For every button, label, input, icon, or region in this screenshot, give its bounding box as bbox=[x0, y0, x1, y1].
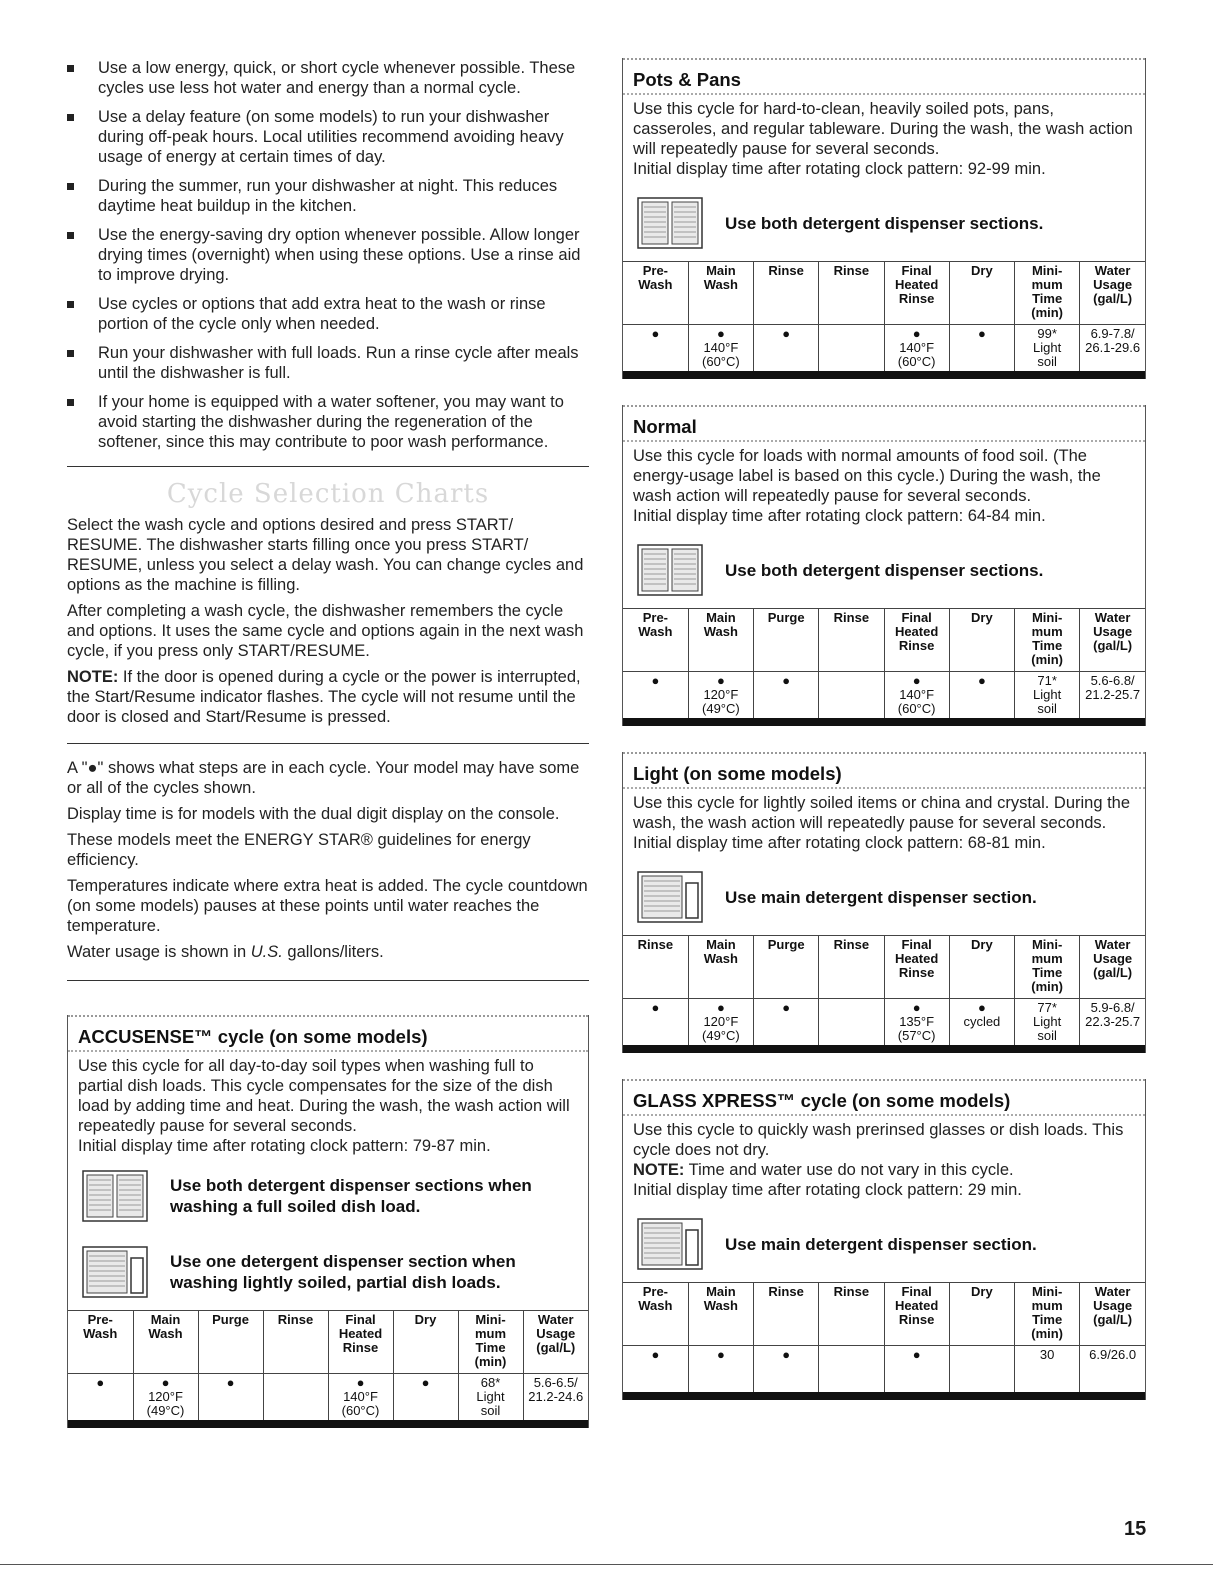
table-header-cell: Final Heated Rinse bbox=[328, 1311, 393, 1374]
table-cell: ● bbox=[688, 1346, 753, 1393]
dispenser-note: Use both detergent dispenser sections. bbox=[623, 528, 1145, 608]
table-header-cell: Mini- mum Time (min) bbox=[1015, 262, 1080, 325]
table-header-cell: Water Usage (gal/L) bbox=[1080, 1283, 1145, 1346]
table-cell: ● bbox=[949, 672, 1014, 719]
table-cell: ● 140°F (60°C) bbox=[884, 325, 949, 372]
cycle-description: Use this cycle to quickly wash prerinsed glasses or dish loads. This cycle does not dry. bbox=[633, 1121, 1124, 1159]
dispenser-main-icon bbox=[635, 869, 705, 925]
dispenser-note: Use one detergent dispenser section when washing lightly soiled, partial dish loads. bbox=[68, 1234, 588, 1310]
table-cell bbox=[263, 1374, 328, 1421]
table-cell: ● cycled bbox=[949, 999, 1014, 1046]
table-cell: 68* Light soil bbox=[458, 1374, 523, 1421]
table-header-cell: Water Usage (gal/L) bbox=[1080, 262, 1145, 325]
table-row bbox=[623, 672, 1145, 719]
table-row bbox=[623, 1346, 1145, 1393]
table-header-cell: Purge bbox=[754, 936, 819, 999]
cycle-steps-table bbox=[68, 1310, 588, 1420]
energy-tips-list bbox=[67, 58, 589, 452]
table-cell bbox=[819, 325, 884, 372]
table-cell: 5.6-6.5/ 21.2-24.6 bbox=[523, 1374, 588, 1421]
table-cell: ● 140°F (60°C) bbox=[688, 325, 753, 372]
table-header-cell: Rinse bbox=[819, 936, 884, 999]
table-cell: ● bbox=[949, 325, 1014, 372]
table-cell: 77* Light soil bbox=[1015, 999, 1080, 1046]
table-header-cell: Rinse bbox=[754, 262, 819, 325]
table-header-cell: Rinse bbox=[819, 1283, 884, 1346]
table-header-cell: Water Usage (gal/L) bbox=[1080, 936, 1145, 999]
table-cell: ● bbox=[623, 325, 688, 372]
bullet-icon bbox=[67, 114, 74, 121]
footer-rule bbox=[0, 1564, 1213, 1565]
table-header-cell: Dry bbox=[949, 609, 1014, 672]
table-header-cell: Mini- mum Time (min) bbox=[1015, 609, 1080, 672]
table-header-cell: Main Wash bbox=[688, 1283, 753, 1346]
table-cell: 6.9-7.8/ 26.1-29.6 bbox=[1080, 325, 1145, 372]
table-cell: ● bbox=[623, 1346, 688, 1393]
table-cell: ● bbox=[623, 999, 688, 1046]
table-header-cell: Main Wash bbox=[688, 936, 753, 999]
tip-item: Use a delay feature (on some models) to run your dishwasher during off-peak hours. Local utilities recommend avoiding heavy usage of energy at certain times of day. bbox=[67, 107, 589, 167]
table-cell: 5.6-6.8/ 21.2-25.7 bbox=[1080, 672, 1145, 719]
bullet-icon bbox=[67, 232, 74, 239]
dispenser-note: Use main detergent dispenser section. bbox=[623, 855, 1145, 935]
dispenser-main-icon bbox=[635, 1216, 705, 1272]
table-cell: ● bbox=[393, 1374, 458, 1421]
table-row bbox=[68, 1374, 588, 1421]
dispenser-note: Use main detergent dispenser section. bbox=[623, 1202, 1145, 1282]
table-header-cell: Purge bbox=[198, 1311, 263, 1374]
intro-paragraph: Select the wash cycle and options desired and press START/ RESUME. The dishwasher starts filling once you press START/ RESUME, unless you select a delay wash. You can change cycles and options as the machine is filling. bbox=[67, 516, 584, 594]
dispenser-note: Use both detergent dispenser sections. bbox=[623, 181, 1145, 261]
cycle-description: Use this cycle for hard-to-clean, heavily soiled pots, pans, casseroles, and regular tableware. During the wash, the wash action will repeatedly pause for several seconds. bbox=[633, 100, 1133, 158]
table-cell bbox=[819, 672, 884, 719]
table-header-cell: Water Usage (gal/L) bbox=[523, 1311, 588, 1374]
bullet-icon bbox=[67, 301, 74, 308]
note-label: NOTE: bbox=[67, 668, 119, 686]
table-header-cell: Rinse bbox=[263, 1311, 328, 1374]
table-header-row bbox=[623, 1283, 1145, 1346]
tip-item: If your home is equipped with a water softener, you may want to avoid starting the dishwasher during the regeneration of the softener, since this may contribute to poor wash performance. bbox=[67, 392, 589, 452]
cycle-steps-table bbox=[623, 608, 1145, 718]
table-cell: ● bbox=[754, 325, 819, 372]
intro-paragraph: After completing a wash cycle, the dishwasher remembers the cycle and options. It uses the same cycle and options again in the next wash cycle, if you press only START/RESUME. bbox=[67, 602, 584, 660]
table-cell: ● bbox=[754, 1346, 819, 1393]
table-header-row bbox=[623, 262, 1145, 325]
table-cell bbox=[819, 1346, 884, 1393]
accusense-cycle-block bbox=[67, 1015, 589, 1428]
cycle-title: ACCUSENSE™ cycle (on some models) bbox=[68, 1015, 588, 1052]
cycle-title: Light (on some models) bbox=[623, 752, 1145, 789]
table-header-cell: Rinse bbox=[637, 937, 674, 952]
page-number: 15 bbox=[1124, 1518, 1147, 1540]
intro-note: NOTE: If the door is opened during a cycle or the power is interrupted, the Start/Resume indicator flashes. The cycle will not resume until the door is closed and Start/Resume is pressed. bbox=[67, 668, 581, 726]
table-header-cell: Final Heated Rinse bbox=[884, 1283, 949, 1346]
cycle-description: Use this cycle for lightly soiled items or china and crystal. During the wash, the wash action will repeatedly pause for several seconds. bbox=[633, 794, 1131, 832]
table-cell: ● 135°F (57°C) bbox=[884, 999, 949, 1046]
note-label: NOTE: bbox=[633, 1161, 685, 1179]
table-header-cell: Rinse bbox=[754, 1283, 819, 1346]
table-header-cell: Rinse bbox=[819, 609, 884, 672]
dispenser-both-icon bbox=[635, 542, 705, 598]
table-header-cell: Dry bbox=[949, 1283, 1014, 1346]
table-cell: ● 140°F (60°C) bbox=[328, 1374, 393, 1421]
cycle-title: Pots & Pans bbox=[623, 58, 1145, 95]
cycle-description: Use this cycle for all day-to-day soil types when washing full to partial dish loads. This cycle compensates for the size of the dish load by adding time and heat. During the wash, the wash action will repeatedly pause for several seconds. bbox=[78, 1057, 570, 1135]
table-header-cell: Dry bbox=[949, 262, 1014, 325]
tip-item: Use cycles or options that add extra heat to the wash or rinse portion of the cycle only when needed. bbox=[67, 294, 589, 334]
table-header-cell: Purge bbox=[754, 609, 819, 672]
legend-paragraph: A "●" shows what steps are in each cycle. Your model may have some or all of the cycles shown. bbox=[67, 759, 580, 797]
table-cell: ● 120°F (49°C) bbox=[133, 1374, 198, 1421]
cycle-steps-table bbox=[623, 1282, 1145, 1392]
block-bottom-bar bbox=[623, 1045, 1145, 1053]
legend-paragraph: These models meet the ENERGY STAR® guidelines for energy efficiency. bbox=[67, 831, 531, 869]
display-time: Initial display time after rotating clock pattern: 92-99 min. bbox=[633, 160, 1046, 178]
legend-paragraph: Temperatures indicate where extra heat is added. The cycle countdown (on some models) pauses at these points until water reaches the temperature. bbox=[67, 877, 588, 935]
table-cell: ● bbox=[623, 672, 688, 719]
table-header-cell: Water Usage (gal/L) bbox=[1080, 609, 1145, 672]
bullet-icon bbox=[67, 183, 74, 190]
divider bbox=[67, 466, 589, 467]
cycle-title: GLASS XPRESS™ cycle (on some models) bbox=[623, 1079, 1145, 1116]
table-header-row bbox=[623, 609, 1145, 672]
block-bottom-bar bbox=[623, 1392, 1145, 1400]
bullet-icon bbox=[67, 399, 74, 406]
table-header-cell: Mini- mum Time (min) bbox=[1015, 1283, 1080, 1346]
cycle-note: NOTE: Time and water use do not vary in this cycle. bbox=[633, 1161, 1014, 1179]
dispenser-note: Use both detergent dispenser sections when washing a full soiled dish load. bbox=[68, 1158, 588, 1234]
table-header-cell: Pre- Wash bbox=[638, 610, 673, 639]
table-header-row bbox=[68, 1311, 588, 1374]
table-cell: ● 120°F (49°C) bbox=[688, 999, 753, 1046]
block-bottom-bar bbox=[68, 1420, 588, 1428]
table-cell: ● 140°F (60°C) bbox=[884, 672, 949, 719]
bullet-icon bbox=[67, 350, 74, 357]
cycle-steps-table bbox=[623, 935, 1145, 1045]
right-column bbox=[622, 58, 1146, 1400]
table-cell: ● 120°F (49°C) bbox=[688, 672, 753, 719]
section-heading: Cycle Selection Charts bbox=[166, 479, 490, 509]
table-header-cell: Rinse bbox=[819, 262, 884, 325]
table-header-cell: Main Wash bbox=[133, 1311, 198, 1374]
glass-xpress-cycle-block bbox=[622, 1079, 1146, 1400]
table-header-row bbox=[623, 936, 1145, 999]
table-cell: 5.9-6.8/ 22.3-25.7 bbox=[1080, 999, 1145, 1046]
table-cell: ● bbox=[68, 1374, 133, 1421]
display-time: Initial display time after rotating clock pattern: 79-87 min. bbox=[78, 1137, 491, 1155]
table-header-cell: Final Heated Rinse bbox=[884, 609, 949, 672]
table-cell: ● bbox=[198, 1374, 263, 1421]
table-header-cell: Final Heated Rinse bbox=[884, 936, 949, 999]
table-header-cell: Main Wash bbox=[688, 609, 753, 672]
table-cell: 6.9/26.0 bbox=[1080, 1346, 1145, 1393]
block-bottom-bar bbox=[623, 371, 1145, 379]
display-time: Initial display time after rotating clock pattern: 29 min. bbox=[633, 1181, 1022, 1199]
table-cell: 71* Light soil bbox=[1015, 672, 1080, 719]
table-header-cell: Final Heated Rinse bbox=[884, 262, 949, 325]
tip-item: Run your dishwasher with full loads. Run a rinse cycle after meals until the dishwasher is full. bbox=[67, 343, 589, 383]
table-header-cell: Dry bbox=[393, 1311, 458, 1374]
table-cell: 30 bbox=[1015, 1346, 1080, 1393]
tip-item: Use a low energy, quick, or short cycle whenever possible. These cycles use less hot water and energy than a normal cycle. bbox=[67, 58, 589, 98]
table-row bbox=[623, 325, 1145, 372]
legend-paragraph: Display time is for models with the dual digit display on the console. bbox=[67, 805, 560, 823]
table-header-cell: Pre- Wash bbox=[638, 263, 673, 292]
table-header-cell: Main Wash bbox=[688, 262, 753, 325]
pots-pans-cycle-block bbox=[622, 58, 1146, 379]
table-header-cell: Mini- mum Time (min) bbox=[1015, 936, 1080, 999]
table-cell bbox=[819, 999, 884, 1046]
display-time: Initial display time after rotating clock pattern: 64-84 min. bbox=[633, 507, 1046, 525]
cycle-title: Normal bbox=[623, 405, 1145, 442]
table-header-cell: Dry bbox=[949, 936, 1014, 999]
table-header-cell: Pre- Wash bbox=[638, 1284, 673, 1313]
dispenser-both-icon bbox=[635, 195, 705, 251]
dispenser-main-icon bbox=[80, 1244, 150, 1300]
legend-paragraph: Water usage is shown in U.S. gallons/liters. bbox=[67, 943, 384, 961]
left-column bbox=[67, 58, 589, 1428]
bullet-icon bbox=[67, 65, 74, 72]
table-row bbox=[623, 999, 1145, 1046]
cycle-description: Use this cycle for loads with normal amounts of food soil. (The energy-usage label is based on this cycle.) During the wash, the wash action will repeatedly pause for several seconds. bbox=[633, 447, 1101, 505]
table-cell: ● bbox=[754, 672, 819, 719]
light-cycle-block bbox=[622, 752, 1146, 1053]
table-header-cell: Mini- mum Time (min) bbox=[458, 1311, 523, 1374]
cycle-steps-table bbox=[623, 261, 1145, 371]
table-header-cell: Pre- Wash bbox=[83, 1312, 118, 1341]
table-cell bbox=[949, 1346, 1014, 1393]
tip-item: Use the energy-saving dry option whenever possible. Allow longer drying times (overnight) when using these options. Use a rinse aid to improve drying. bbox=[67, 225, 589, 285]
table-cell: ● bbox=[884, 1346, 949, 1393]
block-bottom-bar bbox=[623, 718, 1145, 726]
normal-cycle-block bbox=[622, 405, 1146, 726]
tip-item: During the summer, run your dishwasher at night. This reduces daytime heat buildup in the kitchen. bbox=[67, 176, 589, 216]
table-cell: ● bbox=[754, 999, 819, 1046]
table-cell: 99* Light soil bbox=[1015, 325, 1080, 372]
display-time: Initial display time after rotating clock pattern: 68-81 min. bbox=[633, 834, 1046, 852]
dispenser-both-icon bbox=[80, 1168, 150, 1224]
